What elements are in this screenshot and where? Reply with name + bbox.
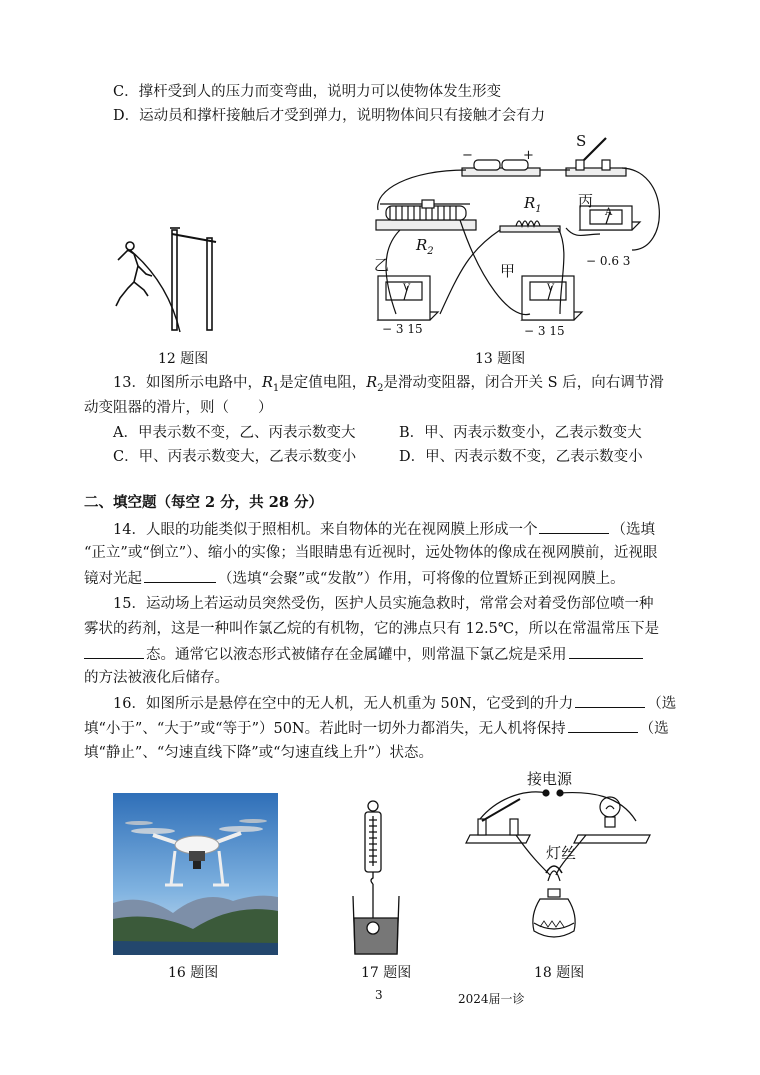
- q12-figure-pole-vault: [108, 222, 228, 337]
- q15-blank1[interactable]: [84, 644, 144, 659]
- voltmeter-jia-dial-letter: V: [547, 283, 555, 294]
- battery-minus-label: −: [462, 148, 473, 163]
- q15-line1: 15．运动场上若运动员突然受伤，医护人员实施急救时，常常会对着受伤部位喷一种: [113, 596, 654, 612]
- q16-line1: 16．如图所示是悬停在空中的无人机，无人机重为 50N，它受到的升力 （选: [113, 693, 676, 714]
- voltmeter-yi-scale-label: − 3 15: [382, 322, 423, 336]
- q18-filament-label: 灯丝: [546, 844, 577, 862]
- q13-option-c: C．甲、丙表示数变大，乙表示数变小: [113, 449, 357, 465]
- q14-blank2[interactable]: [144, 568, 216, 583]
- ammeter-dial-letter: A: [605, 207, 613, 218]
- q13-option-a: A．甲表示数不变，乙、丙表示数变大: [113, 425, 356, 441]
- q15-line2: 雾状的药剂，这是一种叫作氯乙烷的有机物，它的沸点只有 12.5℃，所以在常温常压下是: [84, 621, 660, 637]
- q16-caption: 16 题图: [168, 965, 219, 981]
- alcohol-lamp-icon: [533, 866, 575, 937]
- voltmeter-yi-dial-letter: V: [403, 283, 411, 294]
- rheostat-r2-icon: [376, 200, 476, 230]
- q15-line4: 的方法被液化后储存。: [84, 670, 229, 686]
- q16-line3: 填“静止”、“匀速直线下降”或“匀速直线上升”）状态。: [84, 745, 433, 761]
- r1-label: $R_1$: [524, 194, 542, 215]
- section2-heading: 二、填空题（每空 2 分，共 28 分）: [84, 494, 323, 511]
- q12-caption: 12 题图: [158, 351, 209, 367]
- switch-icon: [466, 799, 530, 843]
- q15-blank2[interactable]: [569, 644, 643, 659]
- q13-caption: 13 题图: [475, 351, 526, 367]
- q16-blank2[interactable]: [568, 718, 638, 733]
- q16-drone-photo: [113, 793, 278, 955]
- ammeter-bing-label: 丙: [578, 192, 594, 210]
- voltmeter-jia-label: 甲: [500, 262, 516, 280]
- q14-line2: “正立”或“倒立”）、缩小的实像；当眼睛患有近视时，远处物体的像成在视网膜前，近视眼: [84, 545, 658, 561]
- q13-stem-line2: 动变阻器的滑片，则（ ）: [84, 400, 273, 416]
- q17-caption: 17 题图: [361, 965, 412, 981]
- q18-caption: 18 题图: [534, 965, 585, 981]
- q15-line3: 态。通常它以液态形式被储存在金属罐中，则常温下氯乙烷是采用: [84, 644, 645, 665]
- ammeter-scale-label: − 0.6 3: [586, 254, 631, 268]
- q14-line1: 14．人眼的功能类似于照相机。来自物体的光在视网膜上形成一个 （选填: [113, 519, 655, 540]
- q13-stem-line1: 13．如图所示电路中，$R_1$是定值电阻，$R_2$是滑动变阻器，闭合开关 S 后，向右调节滑: [113, 375, 664, 394]
- switch-icon: [566, 138, 626, 176]
- battery-plus-label: +: [523, 148, 534, 163]
- r2-label: $R_2$: [416, 236, 434, 257]
- q14-blank1[interactable]: [539, 519, 609, 534]
- q13-option-b: B．甲、丙表示数变小，乙表示数变大: [399, 425, 642, 441]
- q12-option-d: D．运动员和撑杆接触后才受到弹力，说明物体间只有接触才会有力: [113, 108, 546, 124]
- switch-label: S: [576, 132, 587, 150]
- voltmeter-jia-scale-label: − 3 15: [524, 324, 565, 338]
- q13-circuit-figure: [370, 130, 670, 345]
- q17-spring-scale-figure: [345, 800, 415, 958]
- q16-line2: 填“小于”、“大于”或“等于”）50N。若此时一切外力都消失，无人机将保持 （选: [84, 718, 669, 739]
- exam-label: 2024届一诊: [458, 992, 525, 1006]
- voltmeter-yi-label: 乙: [374, 256, 390, 274]
- q16-blank1[interactable]: [575, 693, 645, 708]
- page-number: 3: [375, 988, 383, 1002]
- resistor-r1-icon: [500, 221, 560, 232]
- q18-power-label: 接电源: [527, 770, 573, 788]
- q13-option-d: D．甲、丙表示数不变，乙表示数变小: [399, 449, 643, 465]
- q18-circuit-figure: [460, 785, 670, 955]
- q14-line3: 镜对光起 （选填“会聚”或“发散”）作用，可将像的位置矫正到视网膜上。: [84, 568, 625, 589]
- q12-option-c: C．撑杆受到人的压力而变弯曲，说明力可以使物体发生形变: [113, 84, 502, 100]
